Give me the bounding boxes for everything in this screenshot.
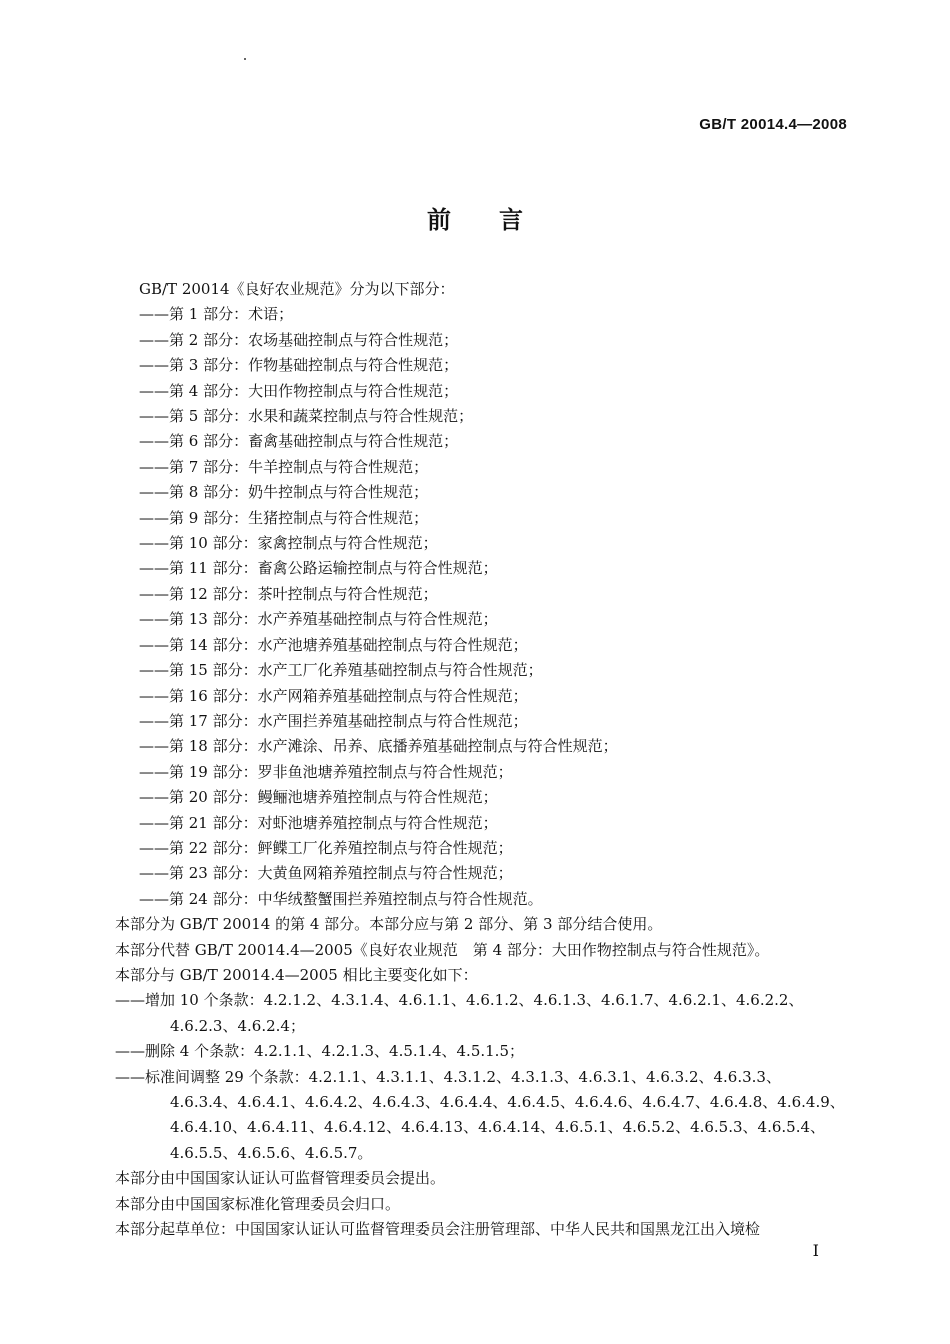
part-item: ——第 15 部分：水产工厂化养殖基础控制点与符合性规范；: [139, 661, 543, 680]
proposed-by-statement: 本部分由中国国家认证认可监督管理委员会提出。: [115, 1169, 446, 1188]
page-number: I: [812, 1241, 819, 1260]
part-item: ——第 4 部分：大田作物控制点与符合性规范；: [139, 381, 459, 400]
change-item: [115, 1039, 855, 1064]
part-of-statement: 本部分为 GB/T 20014 的第 4 部分。本部分应与第 2 部分、第 3 部分结合使用。: [115, 915, 663, 934]
managed-by-statement: 本部分由中国国家标准化管理委员会归口。: [115, 1194, 401, 1213]
part-item: ——第 11 部分：畜禽公路运输控制点与符合性规范；: [139, 559, 498, 578]
part-item: ——第 18 部分：水产滩涂、吊养、底播养殖基础控制点与符合性规范；: [139, 737, 618, 756]
changes-intro: 本部分与 GB/T 20014.4—2005 相比主要变化如下：: [115, 965, 478, 984]
part-item: ——第 19 部分：罗非鱼池塘养殖控制点与符合性规范；: [139, 762, 513, 781]
part-item: ——第 6 部分：畜禽基础控制点与符合性规范；: [139, 432, 459, 451]
parts-list: [115, 302, 855, 912]
part-item: ——第 10 部分：家禽控制点与符合性规范；: [139, 534, 438, 553]
part-item: ——第 5 部分：水果和蔬菜控制点与符合性规范；: [139, 407, 474, 426]
part-item: ——第 17 部分：水产围拦养殖基础控制点与符合性规范；: [139, 711, 528, 730]
change-line-continued: 4.6.4.10、4.6.4.11、4.6.4.12、4.6.4.13、4.6.4.14、4.6.5.1、4.6.5.2、4.6.5.3、4.6.5.4、: [170, 1118, 826, 1137]
changes-list: [115, 988, 855, 1166]
page-title: 前言: [427, 206, 571, 234]
standard-code: GB/T 20014.4—2008: [699, 116, 847, 133]
part-item: ——第 2 部分：农场基础控制点与符合性规范；: [139, 330, 459, 349]
drafting-units-statement: 本部分起草单位：中国国家认证认可监督管理委员会注册管理部、中华人民共和国黑龙江出入境检: [115, 1220, 761, 1239]
change-line-continued: 4.6.5.5、4.6.5.6、4.6.5.7。: [170, 1143, 373, 1162]
part-item: ——第 3 部分：作物基础控制点与符合性规范；: [139, 356, 459, 375]
part-item: ——第 22 部分：鲆鲽工厂化养殖控制点与符合性规范；: [139, 838, 513, 857]
part-item: ——第 9 部分：生猪控制点与符合性规范；: [139, 508, 429, 527]
part-item: ——第 24 部分：中华绒螯蟹围拦养殖控制点与符合性规范。: [139, 889, 543, 908]
intro-line: GB/T 20014《良好农业规范》分为以下部分：: [139, 280, 455, 298]
part-item: ——第 21 部分：对虾池塘养殖控制点与符合性规范；: [139, 813, 498, 832]
change-item: [115, 1065, 855, 1167]
replaces-statement: 本部分代替 GB/T 20014.4—2005《良好农业规范 第 4 部分：大田作物控制点与符合性规范》。: [115, 940, 770, 959]
foreword-body: [115, 277, 855, 1242]
change-line-continued: 4.6.2.3、4.6.2.4；: [170, 1016, 305, 1035]
part-item: ——第 16 部分：水产网箱养殖基础控制点与符合性规范；: [139, 686, 528, 705]
change-item: [115, 988, 855, 1039]
change-line: ——删除 4 个条款：4.2.1.1、4.2.1.3、4.5.1.4、4.5.1.5；: [115, 1042, 524, 1061]
change-line-continued: 4.6.3.4、4.6.4.1、4.6.4.2、4.6.4.3、4.6.4.4、4.6.4.5、4.6.4.6、4.6.4.7、4.6.4.8、4.6.4.9、: [170, 1093, 845, 1111]
part-item: ——第 23 部分：大黄鱼网箱养殖控制点与符合性规范；: [139, 864, 513, 883]
change-line: ——增加 10 个条款：4.2.1.2、4.3.1.4、4.6.1.1、4.6.1.2、4.6.1.3、4.6.1.7、4.6.2.1、4.6.2.2、: [115, 991, 804, 1010]
part-item: ——第 1 部分：术语；: [139, 305, 294, 324]
scan-speck: [244, 58, 246, 60]
change-line: ——标准间调整 29 个条款：4.2.1.1、4.3.1.1、4.3.1.2、4.3.1.3、4.6.3.1、4.6.3.2、4.6.3.3、: [115, 1067, 781, 1086]
part-item: ——第 13 部分：水产养殖基础控制点与符合性规范；: [139, 610, 498, 629]
part-item: ——第 12 部分：茶叶控制点与符合性规范；: [139, 584, 438, 603]
part-item: ——第 20 部分：鳗鲡池塘养殖控制点与符合性规范；: [139, 788, 498, 807]
part-item: ——第 7 部分：牛羊控制点与符合性规范；: [139, 457, 429, 476]
part-item: ——第 14 部分：水产池塘养殖基础控制点与符合性规范；: [139, 635, 528, 654]
part-item: ——第 8 部分：奶牛控制点与符合性规范；: [139, 483, 429, 502]
